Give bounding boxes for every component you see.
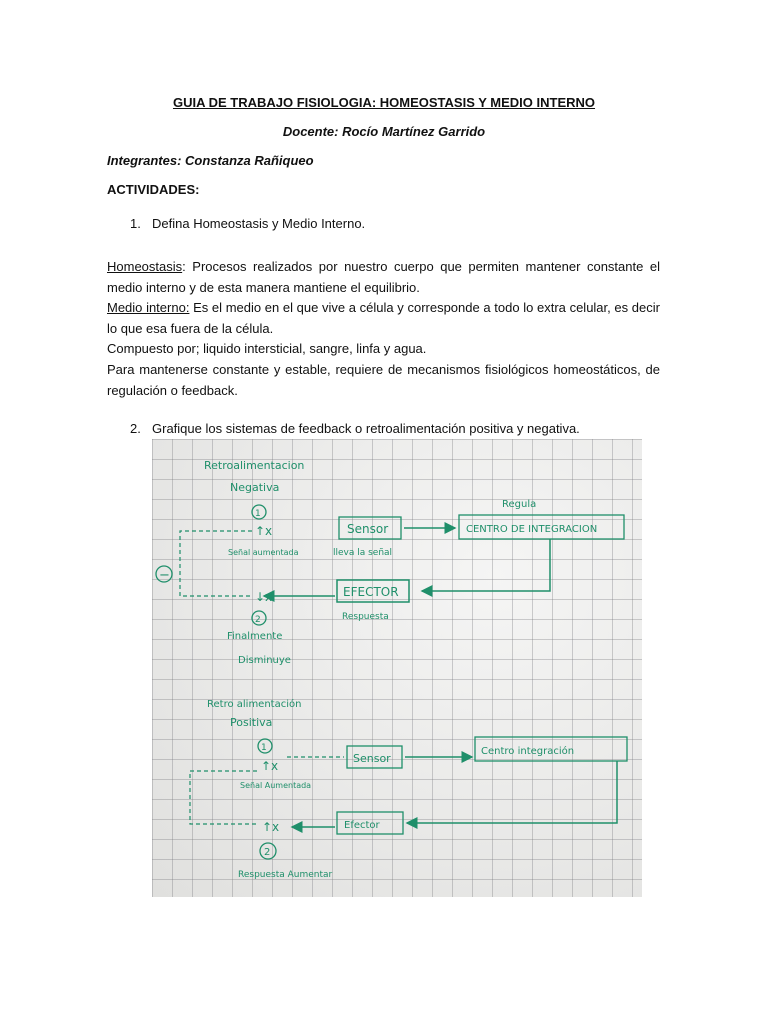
pos-title-line2: Positiva bbox=[230, 716, 273, 729]
neg-dashed-loop bbox=[180, 531, 252, 596]
neg-regula: Regula bbox=[502, 499, 537, 510]
activities-heading: ACTIVIDADES: bbox=[107, 182, 200, 197]
question-1-number: 1. bbox=[130, 216, 141, 231]
teacher-line: Docente: Rocío Martínez Garrido bbox=[282, 124, 486, 139]
pos-step2-number: 2 bbox=[264, 847, 271, 858]
homeostasis-definition: : Procesos realizados por nuestro cuerpo que permiten mantener constante el medio interno y de esta manera mantiene el equilibrio. bbox=[107, 259, 660, 295]
neg-step1-number: 1 bbox=[255, 509, 261, 519]
pos-senal: Señal Aumentada bbox=[240, 781, 312, 790]
homeostasis-term: Homeostasis bbox=[107, 259, 183, 274]
question-2-number: 2. bbox=[130, 421, 141, 436]
neg-step2-number: 2 bbox=[255, 615, 261, 625]
document-title: GUIA DE TRABAJO FISIOLOGIA: HOMEOSTASIS Y MEDIO INTERNO bbox=[172, 95, 596, 110]
pos-up-sign: ↑x bbox=[261, 759, 279, 773]
pos-centro-label: Centro integración bbox=[481, 746, 575, 757]
neg-efector-label: EFECTOR bbox=[343, 585, 399, 599]
homeostasis-paragraph bbox=[107, 257, 660, 298]
pos-arrow-centro-efector bbox=[407, 761, 617, 823]
neg-respuesta: Respuesta bbox=[342, 612, 389, 622]
compuesto-line: Compuesto por; liquido intersticial, sangre, linfa y agua. bbox=[107, 341, 427, 357]
answer-1 bbox=[107, 257, 660, 401]
neg-title-line2: Negativa bbox=[230, 481, 280, 494]
neg-arrow-centro-efector bbox=[422, 539, 550, 591]
pos-respuesta: Respuesta Aumentar bbox=[238, 870, 333, 880]
pos-title-line1: Retro alimentación bbox=[207, 699, 302, 710]
question-2-text: Grafique los sistemas de feedback o retroalimentación positiva y negativa. bbox=[152, 421, 580, 436]
question-2 bbox=[130, 421, 580, 436]
neg-senal: Señal aumentada bbox=[228, 548, 299, 557]
medio-interno-definition: Es el medio en el que vive a célula y corresponde a todo lo extra celular, es decir lo que esa fuera de la célula. bbox=[107, 300, 660, 336]
pos-sensor-label: Sensor bbox=[353, 752, 391, 765]
feedback-diagram bbox=[152, 439, 642, 897]
handwritten-diagram-photo bbox=[152, 439, 642, 897]
members-line: Integrantes: Constanza Rañiqueo bbox=[107, 153, 314, 168]
para-paragraph: Para mantenerse constante y estable, requiere de mecanismos fisiológicos homeostáticos, de regulación o feedback. bbox=[107, 361, 660, 398]
pos-up-sign2: ↑x bbox=[262, 820, 280, 834]
neg-lleva: lleva la señal bbox=[333, 548, 393, 558]
pos-dashed-loop bbox=[190, 771, 257, 824]
neg-up-sign: ↑x bbox=[255, 524, 273, 538]
pos-efector-label: Efector bbox=[344, 820, 380, 831]
neg-final-line1: Finalmente bbox=[227, 631, 283, 642]
question-1 bbox=[130, 216, 365, 231]
neg-centro-label: CENTRO DE INTEGRACION bbox=[466, 524, 598, 535]
medio-interno-paragraph bbox=[107, 298, 660, 339]
neg-sensor-label: Sensor bbox=[347, 522, 389, 536]
neg-title-line1: Retroalimentacion bbox=[204, 459, 305, 472]
question-1-text: Defina Homeostasis y Medio Interno. bbox=[152, 216, 366, 231]
pos-step1-number: 1 bbox=[261, 743, 267, 753]
neg-down-sign: ↓x bbox=[255, 590, 273, 604]
medio-interno-term: Medio interno: bbox=[107, 300, 190, 316]
neg-final-line2: Disminuye bbox=[238, 655, 291, 666]
neg-minus-sign: − bbox=[159, 568, 170, 583]
